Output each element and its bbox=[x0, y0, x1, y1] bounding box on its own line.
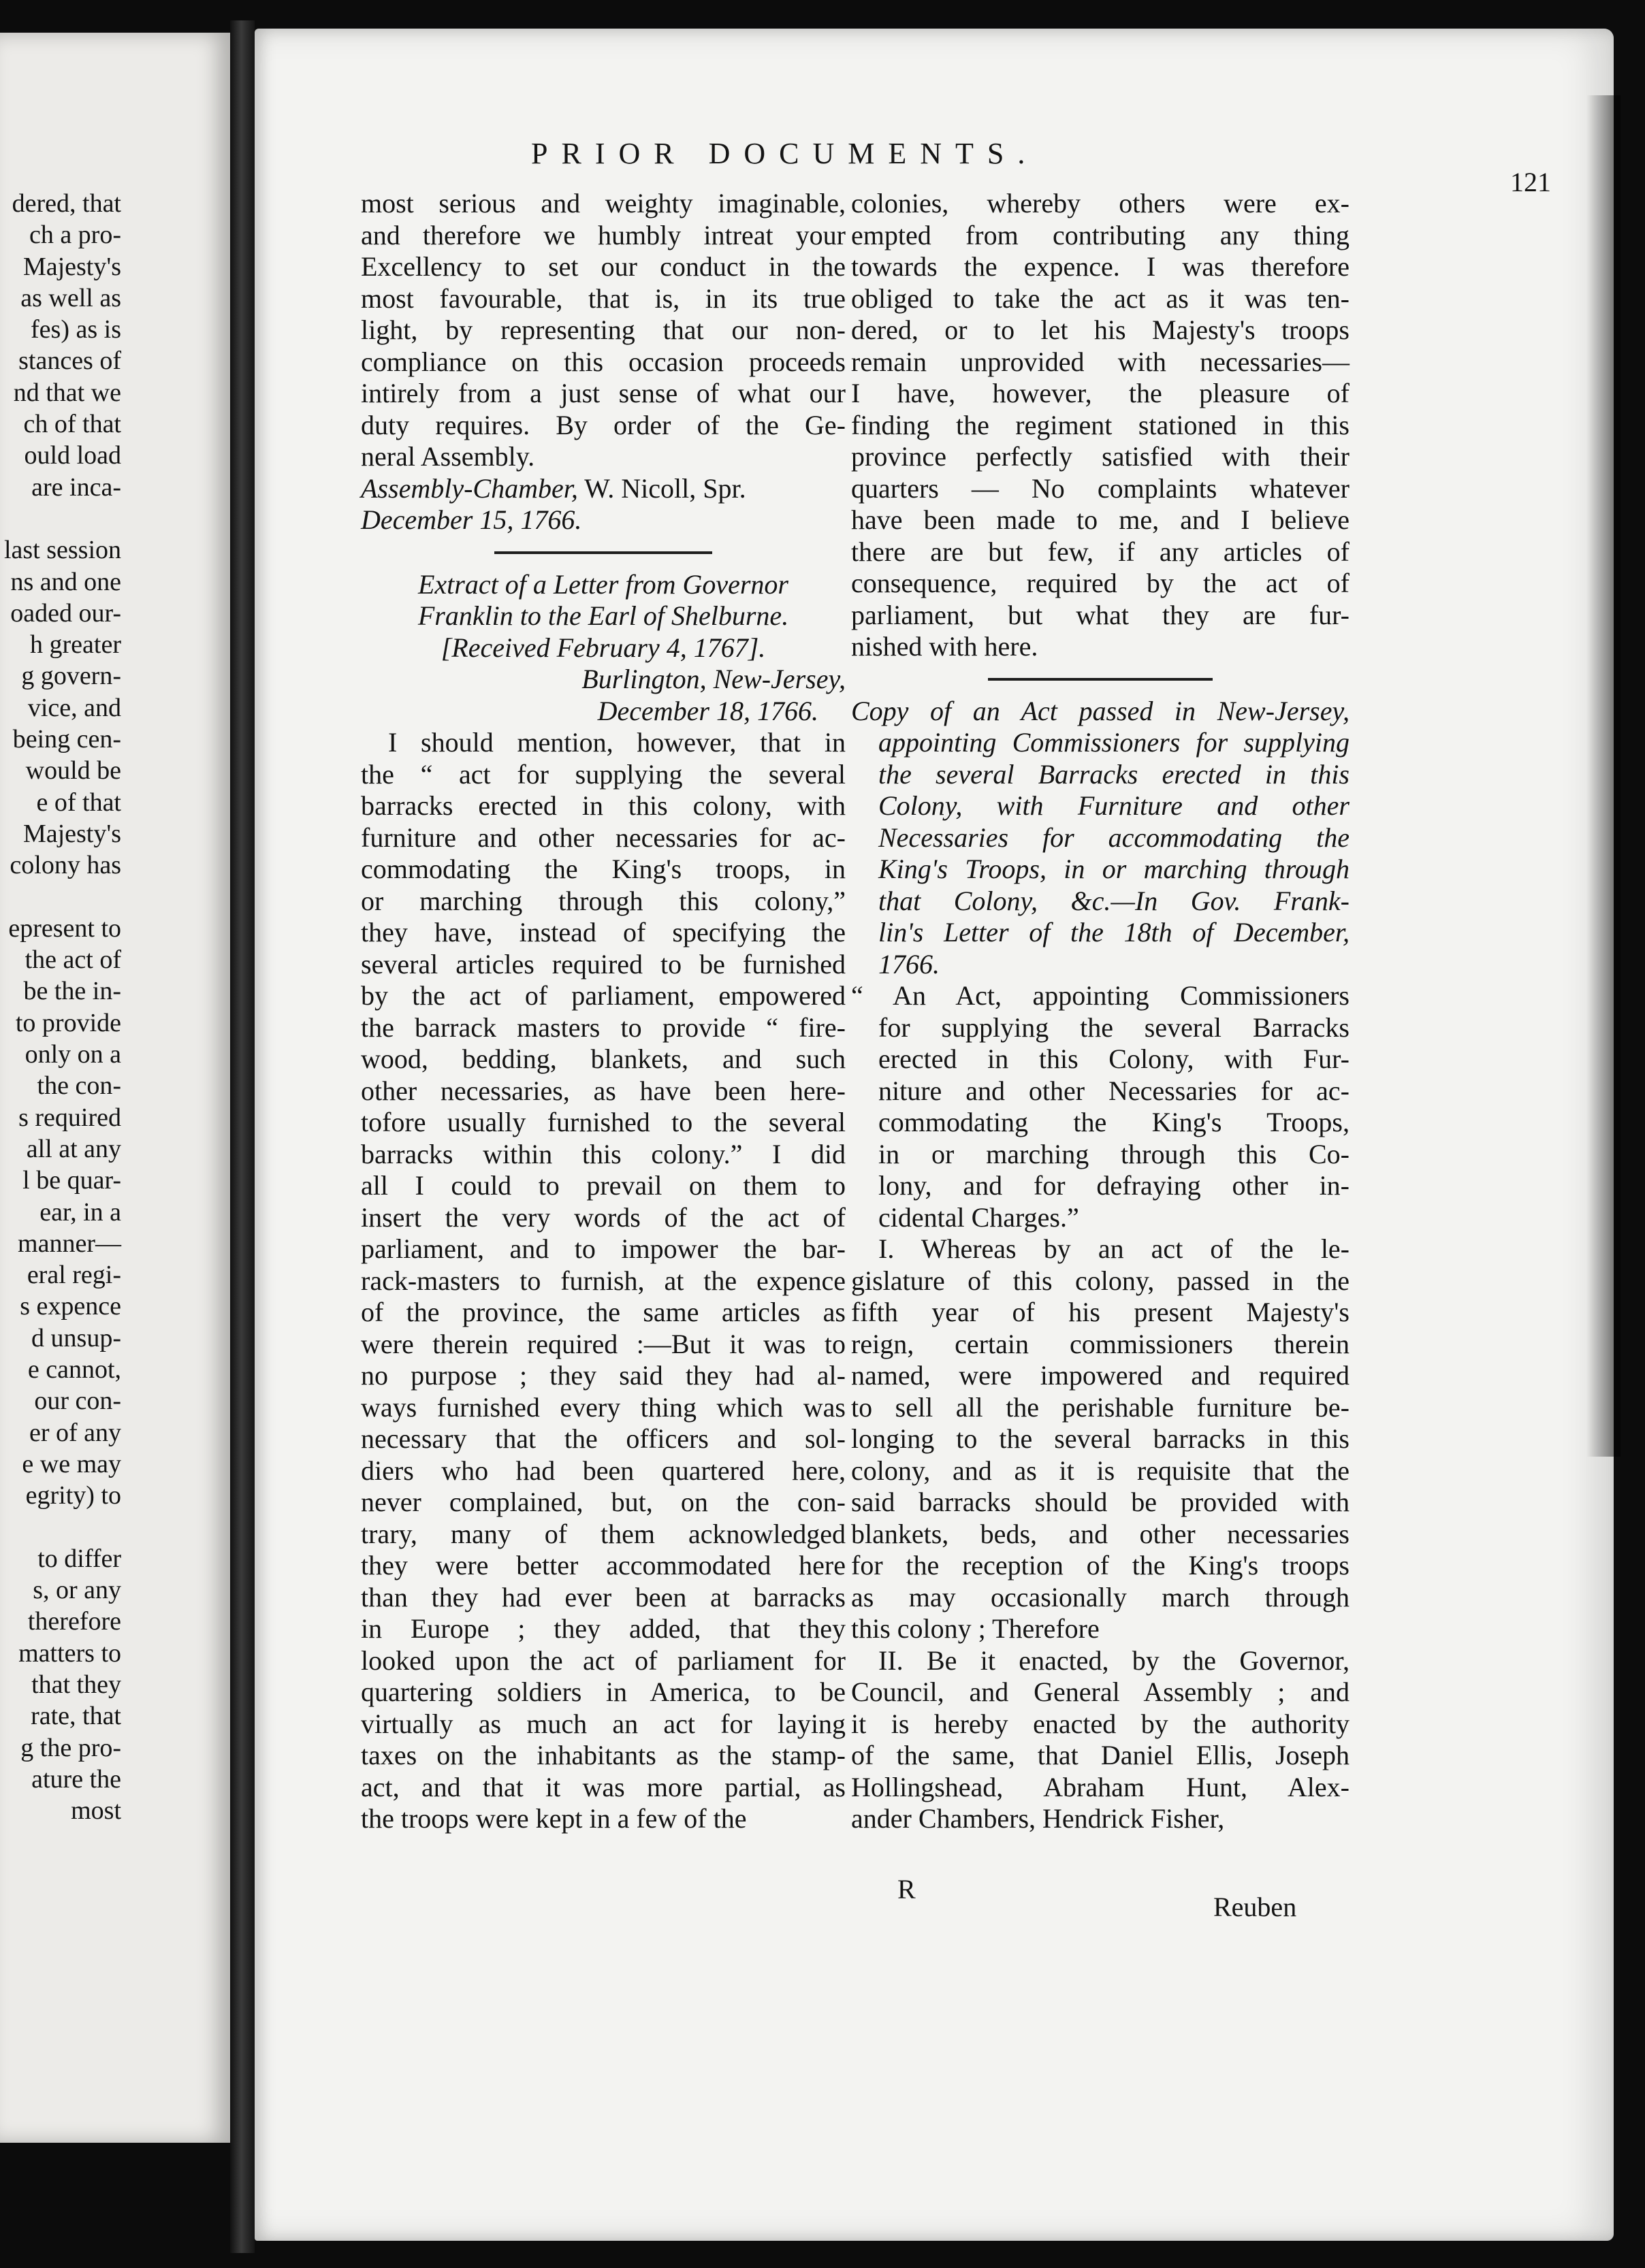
letter-line: empted from contributing any thing bbox=[851, 219, 1349, 250]
facing-page-line: s expence bbox=[20, 1292, 121, 1321]
facing-page-line: manner— bbox=[18, 1229, 121, 1258]
copy-heading-line: 1766. bbox=[878, 948, 940, 979]
section-two-line: ander Chambers, Hendrick Fisher, bbox=[851, 1803, 1225, 1834]
signature-mark: R bbox=[897, 1874, 916, 1905]
letter-line: quarters — No complaints whatever bbox=[851, 472, 1349, 504]
section-two-line: Council, and General Assembly ; and bbox=[851, 1676, 1349, 1707]
page-number: 121 bbox=[1510, 167, 1551, 197]
facing-page bbox=[0, 33, 230, 2143]
letter-line: they have, instead of specifying the bbox=[361, 917, 846, 947]
act-title-line: erected in this Colony, with Fur- bbox=[878, 1043, 1349, 1074]
facing-page-line: as well as bbox=[20, 283, 121, 312]
letter-line: quartering soldiers in America, to be bbox=[361, 1676, 846, 1707]
copy-heading-line: that Colony, &c.—In Gov. Frank- bbox=[878, 885, 1349, 916]
act-title-line: “ An Act, appointing Commissioners bbox=[851, 980, 1349, 1011]
act-section-two bbox=[851, 1645, 1349, 1835]
section-one-line: for the reception of the King's troops bbox=[851, 1550, 1349, 1581]
facing-page-line: would be bbox=[25, 756, 121, 785]
facing-page-line: s required bbox=[18, 1103, 121, 1132]
section-one-line: as may occasionally march through bbox=[851, 1581, 1349, 1613]
franklin-letter-continued bbox=[851, 188, 1349, 663]
copy-heading-line: the several Barracks erected in this bbox=[878, 758, 1349, 790]
letter-line: they were better accommodated here bbox=[361, 1550, 846, 1581]
letter-line: other necessaries, as have been here- bbox=[361, 1075, 846, 1106]
section-one-line: gislature of this colony, passed in the bbox=[851, 1265, 1349, 1296]
facing-page-line: the act of bbox=[25, 945, 121, 975]
facing-page-line bbox=[4, 881, 121, 913]
facing-page-line: therefore bbox=[27, 1607, 121, 1636]
facing-page-line: e of that bbox=[36, 788, 121, 817]
act-title bbox=[851, 980, 1349, 1233]
letter-line: act, and that it was more partial, as bbox=[361, 1771, 846, 1802]
copy-heading-line: Necessaries for accommodating the bbox=[878, 822, 1349, 853]
facing-page-line: eral regi- bbox=[27, 1261, 121, 1290]
act-section-one bbox=[851, 1233, 1349, 1645]
section-one-line: blankets, beds, and other necessaries bbox=[851, 1518, 1349, 1549]
letter-line: never complained, but, on the con- bbox=[361, 1487, 846, 1517]
page-edge-shadow bbox=[1586, 95, 1620, 1457]
copy-heading-line: appointing Commissioners for supplying bbox=[878, 727, 1349, 758]
facing-page-line: ch a pro- bbox=[29, 221, 121, 250]
section-two-line: it is hereby enacted by the authority bbox=[851, 1708, 1349, 1739]
facing-page-line: epresent to bbox=[8, 913, 121, 943]
signature-place: Assembly-Chamber, bbox=[361, 472, 578, 504]
assembly-signature bbox=[361, 473, 846, 505]
extract-heading-line: Extract of a Letter from Governor bbox=[417, 568, 788, 600]
facing-page-line: be the in- bbox=[23, 977, 121, 1006]
letter-line: several articles required to be furnished bbox=[361, 948, 846, 979]
letter-line: or marching through this colony,” bbox=[361, 885, 846, 916]
section-one-line: reign, certain commissioners therein bbox=[851, 1328, 1349, 1359]
copy-heading-line: Colony, with Furniture and other bbox=[878, 790, 1349, 821]
section-one-line: longing to the several barracks in this bbox=[851, 1423, 1349, 1454]
extract-place: Burlington, New-Jersey, bbox=[581, 664, 846, 694]
letter-line: taxes on the inhabitants as the stamp- bbox=[361, 1740, 846, 1770]
facing-page-line bbox=[4, 503, 121, 534]
section-one-line: named, were impowered and required bbox=[851, 1360, 1349, 1391]
letter-line: I have, however, the pleasure of bbox=[851, 378, 1349, 408]
letter-line: than they had ever been at barracks bbox=[361, 1581, 846, 1613]
letter-line: towards the expence. I was therefore bbox=[851, 251, 1349, 282]
letter-line: barracks within this colony.” I did bbox=[361, 1138, 846, 1169]
letter-line: the “ act for supplying the several bbox=[361, 758, 846, 790]
letter-line: parliament, but what they are fur- bbox=[851, 599, 1349, 630]
letter-line: consequence, required by the act of bbox=[851, 568, 1349, 598]
facing-page-line: the con- bbox=[37, 1071, 121, 1101]
facing-page-line: are inca- bbox=[31, 472, 121, 502]
assembly-line: light, by representing that our non- bbox=[361, 314, 846, 345]
signature-name: W. Nicoll, Spr. bbox=[584, 472, 746, 504]
act-title-line: niture and other Necessaries for ac- bbox=[878, 1075, 1349, 1106]
letter-line: were therein required :—But it was to bbox=[361, 1328, 846, 1359]
letter-line: necessary that the officers and sol- bbox=[361, 1423, 846, 1454]
letter-line: commodating the King's troops, in bbox=[361, 854, 846, 884]
facing-page-line: our con- bbox=[34, 1387, 121, 1416]
facing-page-line: vice, and bbox=[27, 693, 121, 722]
facing-page-line: ear, in a bbox=[39, 1197, 121, 1227]
facing-page-line: h greater bbox=[30, 630, 121, 660]
letter-line: looked upon the act of parliament for bbox=[361, 1645, 846, 1676]
facing-page-line: to provide bbox=[15, 1008, 121, 1037]
letter-line: wood, bedding, blankets, and such bbox=[361, 1043, 846, 1074]
letter-line: colonies, whereby others were ex- bbox=[851, 188, 1349, 218]
assembly-line: Excellency to set our conduct in the bbox=[361, 251, 846, 282]
section-one-line: fifth year of his present Majesty's bbox=[851, 1297, 1349, 1327]
facing-page-line: ould load bbox=[24, 441, 121, 470]
facing-page-line: e cannot, bbox=[27, 1355, 121, 1384]
facing-page-line: egrity) to bbox=[25, 1481, 121, 1510]
facing-page-line: s, or any bbox=[33, 1576, 121, 1605]
book-gutter bbox=[230, 20, 255, 2253]
letter-line: finding the regiment stationed in this bbox=[851, 409, 1349, 440]
act-copy-heading bbox=[851, 696, 1349, 981]
facing-page-line: e we may bbox=[22, 1449, 121, 1478]
section-two-line: II. Be it enacted, by the Governor, bbox=[878, 1645, 1349, 1676]
section-one-line: I. Whereas by an act of the le- bbox=[878, 1233, 1349, 1264]
copy-heading-line: King's Troops, in or marching through bbox=[878, 854, 1349, 884]
section-one-line: said barracks should be provided with bbox=[851, 1487, 1349, 1517]
facing-page-line: l be quar- bbox=[22, 1166, 121, 1195]
letter-line: virtually as much an act for laying bbox=[361, 1708, 846, 1739]
facing-page-text bbox=[4, 188, 121, 1826]
letter-line: tofore usually furnished to the several bbox=[361, 1107, 846, 1137]
extract-heading-line: [Received February 4, 1767]. bbox=[441, 632, 766, 663]
facing-page-line: g the pro- bbox=[20, 1733, 121, 1762]
facing-page-line: only on a bbox=[25, 1040, 121, 1069]
column-left bbox=[361, 188, 846, 1835]
assembly-line: compliance on this occasion proceeds bbox=[361, 346, 846, 377]
facing-page-line: most bbox=[71, 1796, 121, 1826]
facing-page-line: all at any bbox=[26, 1134, 121, 1163]
letter-line: the barrack masters to provide “ fire- bbox=[361, 1011, 846, 1043]
extract-heading bbox=[361, 569, 846, 664]
section-two-line: of the same, that Daniel Ellis, Joseph bbox=[851, 1740, 1349, 1770]
section-one-line: to sell all the perishable furniture be- bbox=[851, 1391, 1349, 1423]
facing-page-line: fes) as is bbox=[31, 315, 121, 344]
assembly-line: most serious and weighty imaginable, bbox=[361, 188, 846, 218]
facing-page-line: er of any bbox=[29, 1418, 121, 1447]
letter-line: the troops were kept in a few of the bbox=[361, 1803, 747, 1834]
franklin-letter-text bbox=[361, 727, 846, 1835]
letter-line: barracks erected in this colony, with bbox=[361, 790, 846, 821]
facing-page-line: stances of bbox=[18, 346, 121, 376]
letter-line: in Europe ; they added, that they bbox=[361, 1613, 846, 1644]
letter-line: diers who had been quartered here, bbox=[361, 1455, 846, 1486]
facing-page-line: ns and one bbox=[10, 567, 121, 596]
extract-date: December 18, 1766. bbox=[597, 695, 818, 726]
facing-page-line: last session bbox=[3, 536, 121, 565]
copy-heading-line: lin's Letter of the 18th of December, bbox=[878, 917, 1349, 947]
assembly-line: and therefore we humbly intreat your bbox=[361, 219, 846, 250]
section-divider bbox=[494, 551, 712, 554]
letter-line: trary, many of them acknowledged bbox=[361, 1518, 846, 1549]
act-title-line: for supplying the several Barracks bbox=[878, 1011, 1349, 1043]
letter-line: of the province, the same articles as bbox=[361, 1297, 846, 1327]
letter-line: all I could to prevail on them to bbox=[361, 1170, 846, 1201]
letter-line: parliament, and to impower the bar- bbox=[361, 1233, 846, 1264]
facing-page-line: Majesty's bbox=[22, 252, 121, 281]
facing-page-line: rate, that bbox=[31, 1702, 121, 1731]
letter-line: ways furnished every thing which was bbox=[361, 1391, 846, 1423]
letter-line: rack-masters to furnish, at the expence bbox=[361, 1265, 846, 1296]
letter-line: province perfectly satisfied with their bbox=[851, 441, 1349, 472]
assembly-line: neral Assembly. bbox=[361, 441, 535, 472]
act-title-line: commodating the King's Troops, bbox=[878, 1107, 1349, 1137]
facing-page-line: to differ bbox=[37, 1544, 121, 1573]
letter-line: have been made to me, and I believe bbox=[851, 504, 1349, 535]
section-two-line: Hollingshead, Abraham Hunt, Alex- bbox=[851, 1771, 1349, 1802]
column-right bbox=[851, 188, 1349, 1835]
facing-page-line: ature the bbox=[31, 1764, 121, 1794]
catchword: Reuben bbox=[1213, 1892, 1297, 1922]
letter-line: insert the very words of the act of bbox=[361, 1201, 846, 1233]
letter-line: furniture and other necessaries for ac- bbox=[361, 822, 846, 853]
facing-page-line: nd that we bbox=[13, 378, 121, 407]
letter-line: no purpose ; they said they had al- bbox=[361, 1360, 846, 1391]
act-title-line: lony, and for defraying other in- bbox=[878, 1170, 1349, 1201]
running-head: PRIOR DOCUMENTS. bbox=[531, 137, 1039, 170]
section-divider-right bbox=[988, 678, 1213, 681]
letter-line: there are but few, if any articles of bbox=[851, 536, 1349, 567]
facing-page-line: g govern- bbox=[21, 662, 121, 691]
facing-page-line: that they bbox=[31, 1670, 121, 1699]
assembly-line: duty requires. By order of the Ge- bbox=[361, 409, 846, 440]
letter-line: obliged to take the act as it was ten- bbox=[851, 282, 1349, 314]
letter-line: remain unprovided with necessaries— bbox=[851, 346, 1349, 377]
letter-line: I should mention, however, that in bbox=[388, 727, 846, 758]
signature-date: December 15, 1766. bbox=[361, 504, 582, 535]
facing-page-line: matters to bbox=[18, 1638, 121, 1668]
facing-page-line: colony has bbox=[10, 851, 121, 880]
assembly-line: most favourable, that is, in its true bbox=[361, 282, 846, 314]
act-title-line: cidental Charges.” bbox=[878, 1201, 1079, 1233]
assembly-line: intirely from a just sense of what our bbox=[361, 378, 846, 408]
facing-page-line: dered, that bbox=[12, 189, 121, 218]
assembly-address-ending bbox=[361, 188, 846, 473]
facing-page-line: Majesty's bbox=[22, 819, 121, 848]
letter-line: dered, or to let his Majesty's troops bbox=[851, 314, 1349, 345]
letter-line: by the act of parliament, empowered bbox=[361, 980, 846, 1011]
facing-page-line: being cen- bbox=[12, 725, 121, 754]
extract-heading-line: Franklin to the Earl of Shelburne. bbox=[417, 600, 789, 631]
facing-page-line: d unsup- bbox=[31, 1323, 121, 1352]
copy-heading-line: Copy of an Act passed in New-Jersey, bbox=[851, 695, 1349, 726]
facing-page-line: oaded our- bbox=[10, 598, 121, 628]
section-one-line: colony, and as it is requisite that the bbox=[851, 1455, 1349, 1486]
act-title-line: in or marching through this Co- bbox=[878, 1138, 1349, 1169]
facing-page-line: ch of that bbox=[23, 410, 121, 439]
facing-page-line bbox=[4, 1511, 121, 1542]
section-one-line: this colony ; Therefore bbox=[851, 1613, 1100, 1644]
letter-line: nished with here. bbox=[851, 631, 1038, 662]
